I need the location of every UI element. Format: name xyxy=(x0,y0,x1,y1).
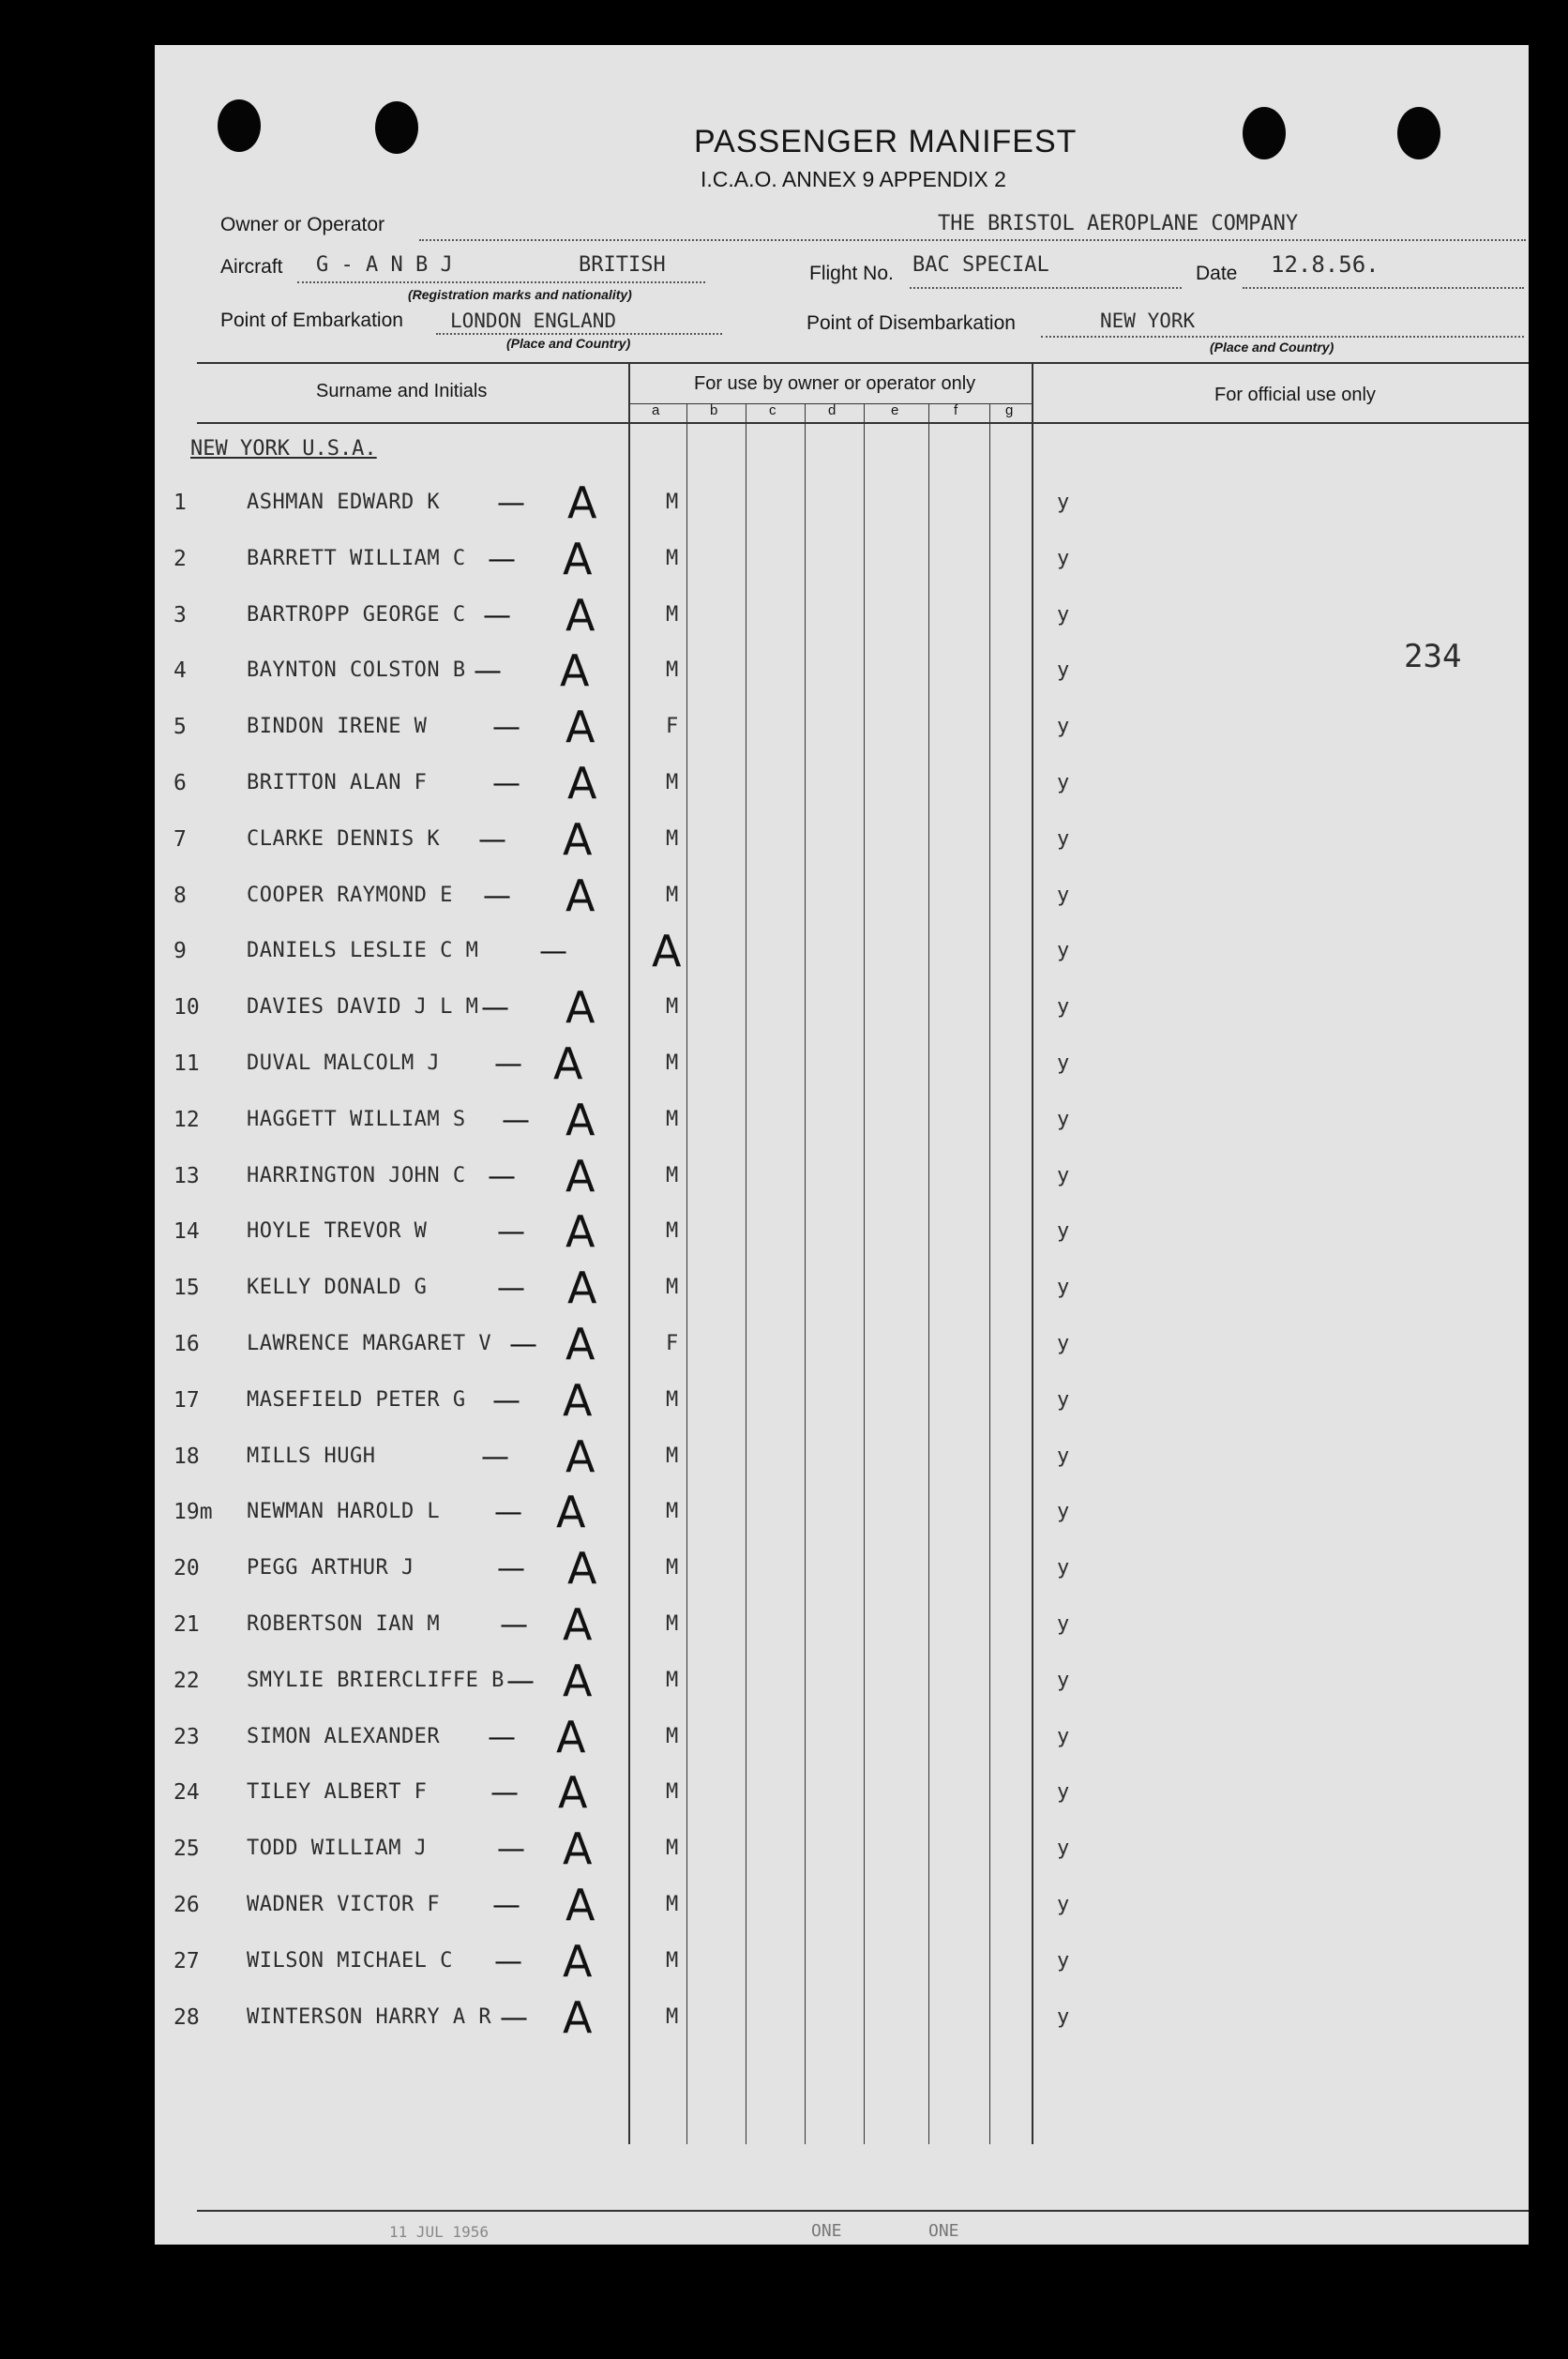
handwritten-dash: — xyxy=(481,991,509,1025)
column-g-value: y xyxy=(1057,1107,1070,1131)
passenger-name: WADNER VICTOR F xyxy=(247,1893,441,1916)
handwritten-mark: A xyxy=(563,1991,593,2043)
handwritten-dash: — xyxy=(492,767,520,800)
column-g-value: y xyxy=(1057,1780,1070,1805)
sex-code: M xyxy=(666,1500,679,1524)
passenger-name: BAYNTON COLSTON B xyxy=(247,658,466,683)
table-top-rule xyxy=(197,362,1529,364)
handwritten-dash: — xyxy=(481,1440,509,1474)
handwritten-dash: — xyxy=(500,1609,528,1641)
passenger-name: HOYLE TREVOR W xyxy=(247,1219,428,1244)
handwritten-dash: — xyxy=(500,2001,528,2034)
handwritten-mark: A xyxy=(563,1374,593,1426)
sex-code: M xyxy=(666,1780,679,1805)
column-g-value: y xyxy=(1057,1500,1070,1524)
sex-code: M xyxy=(666,1163,679,1187)
column-g-value: y xyxy=(1057,1444,1070,1468)
date-value: 12.8.56. xyxy=(1271,251,1380,278)
row-number: 14 xyxy=(173,1219,200,1245)
disembarkation-label: Point of Disembarkation xyxy=(807,312,1016,334)
punch-hole xyxy=(1243,107,1286,159)
disembarkation-note: (Place and Country) xyxy=(1210,340,1334,355)
table-row xyxy=(155,1823,1529,1893)
column-g-value: y xyxy=(1057,1948,1070,1973)
row-number: 1 xyxy=(173,491,187,515)
handwritten-dash: — xyxy=(497,1833,525,1867)
row-number: 17 xyxy=(173,1387,200,1413)
handwritten-dash: — xyxy=(497,487,525,520)
aircraft-registration: G - A N B J xyxy=(316,253,453,277)
row-number: 8 xyxy=(173,883,187,908)
handwritten-dash: — xyxy=(494,1048,522,1081)
disembarkation-dotline xyxy=(1041,336,1524,338)
sex-code: M xyxy=(666,1612,679,1636)
handwritten-dash: — xyxy=(474,655,502,688)
row-number: 7 xyxy=(173,826,187,852)
row-number: 20 xyxy=(173,1556,200,1581)
table-row xyxy=(155,1991,1529,2062)
handwritten-mark: A xyxy=(567,1543,597,1595)
column-g-value: y xyxy=(1057,1893,1070,1916)
subcolumn-label: a xyxy=(652,402,660,418)
section-heading: NEW YORK U.S.A. xyxy=(190,437,377,461)
table-row xyxy=(155,1094,1529,1164)
table-row xyxy=(155,1263,1529,1332)
sex-code: M xyxy=(666,602,679,627)
handwritten-mark: A xyxy=(652,926,682,977)
handwritten-mark: A xyxy=(565,1880,596,1930)
passenger-name: MASEFIELD PETER G xyxy=(247,1387,466,1412)
table-header-rule xyxy=(197,422,1529,424)
column-g-value: y xyxy=(1057,1612,1070,1636)
surname-column-header: Surname and Initials xyxy=(316,381,488,401)
row-number: 11 xyxy=(173,1051,200,1076)
row-number: 24 xyxy=(173,1780,200,1806)
passenger-name: COOPER RAYMOND E xyxy=(247,883,453,907)
aircraft-note: (Registration marks and nationality) xyxy=(408,287,632,302)
table-row xyxy=(155,926,1529,995)
column-g-value: y xyxy=(1057,2004,1070,2029)
flight-dotline xyxy=(910,287,1182,289)
handwritten-dash: — xyxy=(509,1328,537,1361)
handwritten-mark: A xyxy=(563,533,593,584)
handwritten-dash: — xyxy=(492,1889,520,1922)
passenger-name: DUVAL MALCOLM J xyxy=(247,1051,441,1075)
passenger-name: ASHMAN EDWARD K xyxy=(247,491,441,514)
handwritten-mark: A xyxy=(563,1599,593,1650)
handwritten-mark: A xyxy=(558,1767,588,1819)
passenger-name: SMYLIE BRIERCLIFFE B xyxy=(247,1668,505,1692)
table-row xyxy=(155,1935,1529,2005)
handwritten-dash: — xyxy=(497,1552,525,1586)
row-number: 18 xyxy=(173,1444,200,1469)
column-g-value: y xyxy=(1057,1332,1070,1355)
table-row xyxy=(155,1430,1529,1501)
handwritten-dash: — xyxy=(488,542,516,576)
column-g-value: y xyxy=(1057,995,1070,1020)
footer-stamp: 11 JUL 1956 xyxy=(389,2223,489,2241)
sex-code: F xyxy=(666,715,679,739)
sex-code: M xyxy=(666,995,679,1020)
handwritten-dash: — xyxy=(483,598,511,632)
column-g-value: y xyxy=(1057,715,1070,739)
handwritten-mark: A xyxy=(567,477,597,528)
sex-code: M xyxy=(666,883,679,907)
handwritten-mark: A xyxy=(565,982,596,1034)
embarkation-dotline xyxy=(436,333,722,335)
subcolumn-label: g xyxy=(1005,402,1014,418)
column-g-value: y xyxy=(1057,1556,1070,1580)
row-number: 21 xyxy=(173,1612,200,1637)
row-number: 10 xyxy=(173,995,200,1021)
sex-code: M xyxy=(666,1668,679,1692)
row-number: 9 xyxy=(173,939,187,964)
subcolumn-label: d xyxy=(828,402,837,418)
table-row xyxy=(155,477,1529,547)
aircraft-label: Aircraft xyxy=(220,256,283,278)
handwritten-mark: A xyxy=(565,589,596,641)
handwritten-dash: — xyxy=(492,711,520,745)
table-row xyxy=(155,702,1529,771)
table-row xyxy=(155,1374,1529,1444)
row-number: 6 xyxy=(173,771,187,795)
passenger-name: TILEY ALBERT F xyxy=(247,1780,428,1805)
handwritten-dash: — xyxy=(488,1720,516,1754)
handwritten-dash: — xyxy=(497,1216,525,1249)
sex-code: M xyxy=(666,1948,679,1973)
column-g-value: y xyxy=(1057,939,1070,963)
document-subtitle: I.C.A.O. ANNEX 9 APPENDIX 2 xyxy=(701,167,1006,191)
handwritten-mark: A xyxy=(563,1655,593,1706)
column-g-value: y xyxy=(1057,1668,1070,1692)
passenger-name: WILSON MICHAEL C xyxy=(247,1948,453,1973)
row-number: 27 xyxy=(173,1948,200,1973)
handwritten-mark: A xyxy=(565,1150,596,1202)
table-row xyxy=(155,1543,1529,1612)
embarkation-label: Point of Embarkation xyxy=(220,310,403,331)
column-g-value: y xyxy=(1057,1724,1070,1748)
subcolumn-label: b xyxy=(710,402,718,418)
row-number: 22 xyxy=(173,1668,200,1693)
flight-value: BAC SPECIAL xyxy=(912,253,1049,277)
handwritten-mark: A xyxy=(565,1319,596,1369)
sex-code: M xyxy=(666,1893,679,1916)
column-g-value: y xyxy=(1057,1276,1070,1300)
handwritten-mark: A xyxy=(560,645,590,697)
table-row xyxy=(155,1487,1529,1556)
handwritten-dash: — xyxy=(494,1944,522,1978)
handwritten-mark: A xyxy=(567,1263,597,1314)
passenger-name: DANIELS LESLIE C M xyxy=(247,939,479,963)
sex-code: M xyxy=(666,1556,679,1580)
column-g-value: y xyxy=(1057,883,1070,907)
table-row xyxy=(155,1599,1529,1669)
aircraft-nationality: BRITISH xyxy=(579,253,666,277)
subcolumn-label: c xyxy=(769,402,776,418)
row-number: 5 xyxy=(173,715,187,740)
handwritten-dash: — xyxy=(494,1496,522,1530)
table-row xyxy=(155,870,1529,940)
sex-code: M xyxy=(666,1219,679,1244)
punch-hole xyxy=(218,99,261,152)
sex-code: M xyxy=(666,2004,679,2029)
owner-dotline xyxy=(419,239,1526,241)
sex-code: M xyxy=(666,1107,679,1131)
sex-code: M xyxy=(666,771,679,794)
passenger-name: DAVIES DAVID J L M xyxy=(247,995,479,1020)
column-g-value: y xyxy=(1057,1837,1070,1861)
handwritten-mark: A xyxy=(553,1038,583,1089)
sex-code: M xyxy=(666,826,679,851)
aircraft-dotline xyxy=(297,281,705,283)
column-g-value: y xyxy=(1057,546,1070,570)
column-g-value: y xyxy=(1057,1051,1070,1075)
subcolumn-label: e xyxy=(891,402,899,418)
manifest-sheet xyxy=(155,45,1529,2245)
handwritten-mark: A xyxy=(563,1935,593,1987)
passenger-name: KELLY DONALD G xyxy=(247,1276,428,1300)
column-g-value: y xyxy=(1057,1387,1070,1412)
table-row xyxy=(155,1655,1529,1725)
passenger-name: BARRETT WILLIAM C xyxy=(247,546,466,570)
row-number: 23 xyxy=(173,1724,200,1749)
flight-label: Flight No. xyxy=(809,263,894,284)
handwritten-mark: A xyxy=(565,1206,596,1258)
passenger-name: TODD WILLIAM J xyxy=(247,1837,428,1861)
sex-code: M xyxy=(666,546,679,570)
sex-code: M xyxy=(666,1276,679,1300)
footer-text: ONE xyxy=(928,2221,959,2241)
owner-value: THE BRISTOL AEROPLANE COMPANY xyxy=(938,212,1299,235)
column-g-value: y xyxy=(1057,771,1070,794)
date-dotline xyxy=(1243,287,1524,289)
table-row xyxy=(155,1150,1529,1220)
row-number: 13 xyxy=(173,1163,200,1188)
row-number: 3 xyxy=(173,602,187,628)
table-row xyxy=(155,758,1529,827)
passenger-name: ROBERTSON IAN M xyxy=(247,1612,441,1636)
subcolumn-label: f xyxy=(954,402,958,418)
passenger-name: LAWRENCE MARGARET V xyxy=(247,1332,492,1355)
handwritten-dash: — xyxy=(483,879,511,913)
passenger-name: PEGG ARTHUR J xyxy=(247,1556,415,1580)
table-row xyxy=(155,982,1529,1051)
handwritten-dash: — xyxy=(490,1777,519,1810)
passenger-name: BARTROPP GEORGE C xyxy=(247,602,466,627)
row-number: 25 xyxy=(173,1837,200,1862)
column-g-value: y xyxy=(1057,1163,1070,1187)
passenger-name: SIMON ALEXANDER xyxy=(247,1724,441,1748)
official-use-column-header: For official use only xyxy=(1214,385,1376,405)
row-number: 19m xyxy=(173,1500,213,1525)
table-row xyxy=(155,1711,1529,1781)
sex-code: M xyxy=(666,1724,679,1748)
table-row xyxy=(155,1767,1529,1837)
handwritten-dash: — xyxy=(506,1664,535,1698)
sex-code: M xyxy=(666,1051,679,1075)
row-number: 2 xyxy=(173,546,187,571)
date-label: Date xyxy=(1196,263,1238,284)
disembarkation-value: NEW YORK xyxy=(1100,310,1196,332)
row-number: 16 xyxy=(173,1332,200,1356)
passenger-name: HARRINGTON JOHN C xyxy=(247,1163,466,1187)
row-number: 26 xyxy=(173,1893,200,1917)
passenger-name: BRITTON ALAN F xyxy=(247,771,428,794)
handwritten-dash: — xyxy=(478,823,506,856)
handwritten-mark: A xyxy=(565,702,596,753)
table-row xyxy=(155,1319,1529,1388)
owner-label: Owner or Operator xyxy=(220,214,385,235)
handwritten-mark: A xyxy=(556,1711,586,1762)
handwritten-mark: A xyxy=(563,1823,593,1875)
row-number: 12 xyxy=(173,1107,200,1132)
table-row xyxy=(155,1880,1529,1949)
handwritten-mark: A xyxy=(565,1430,596,1482)
sex-code: M xyxy=(666,491,679,514)
punch-hole xyxy=(1397,107,1440,159)
handwritten-dash: — xyxy=(539,935,567,969)
table-row xyxy=(155,1206,1529,1276)
handwritten-dash: — xyxy=(488,1159,516,1193)
passenger-name: WINTERSON HARRY A R xyxy=(247,2004,492,2029)
punch-hole xyxy=(375,101,418,154)
passenger-name: MILLS HUGH xyxy=(247,1444,376,1468)
column-g-value: y xyxy=(1057,826,1070,851)
row-number: 15 xyxy=(173,1276,200,1301)
sex-code: M xyxy=(666,1837,679,1861)
handwritten-mark: A xyxy=(563,813,593,865)
table-row xyxy=(155,589,1529,659)
passenger-name: NEWMAN HAROLD L xyxy=(247,1500,441,1524)
passenger-name: BINDON IRENE W xyxy=(247,715,428,739)
sex-code: M xyxy=(666,658,679,683)
handwritten-mark: A xyxy=(565,870,596,921)
passenger-name: CLARKE DENNIS K xyxy=(247,826,441,851)
row-number: 4 xyxy=(173,658,187,684)
handwritten-mark: A xyxy=(567,758,597,809)
table-row xyxy=(155,533,1529,603)
footer-text: ONE xyxy=(811,2221,842,2241)
passenger-name: HAGGETT WILLIAM S xyxy=(247,1107,466,1131)
table-row xyxy=(155,813,1529,884)
table-row xyxy=(155,1038,1529,1108)
column-g-value: y xyxy=(1057,1219,1070,1244)
column-g-value: y xyxy=(1057,491,1070,514)
row-number: 28 xyxy=(173,2004,200,2030)
handwritten-dash: — xyxy=(492,1384,520,1417)
table-bottom-rule xyxy=(197,2210,1529,2212)
handwritten-mark: A xyxy=(556,1487,586,1538)
column-g-value: y xyxy=(1057,658,1070,683)
official-number: 234 xyxy=(1404,638,1462,675)
sex-code: F xyxy=(666,1332,679,1355)
document-title: PASSENGER MANIFEST xyxy=(694,124,1078,159)
handwritten-mark: A xyxy=(565,1094,596,1145)
handwritten-dash: — xyxy=(502,1103,530,1137)
column-g-value: y xyxy=(1057,602,1070,627)
sex-code: M xyxy=(666,1444,679,1468)
handwritten-dash: — xyxy=(497,1272,525,1306)
embarkation-value: LONDON ENGLAND xyxy=(450,310,617,332)
owner-use-column-header: For use by owner or operator only xyxy=(694,373,976,394)
sex-code: M xyxy=(666,1387,679,1412)
embarkation-note: (Place and Country) xyxy=(506,336,631,351)
